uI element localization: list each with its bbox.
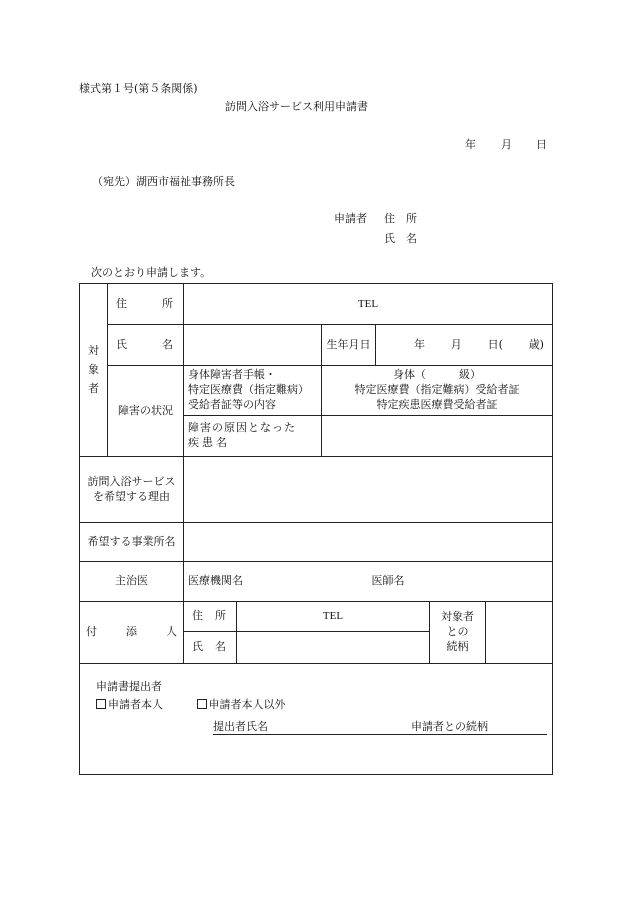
subject-name-label: 氏 名 (108, 325, 184, 366)
attendant-name-field[interactable] (237, 631, 430, 663)
date-year: 年 (465, 138, 476, 151)
birthdate-field[interactable]: 年 月 日( 歳) (376, 325, 553, 366)
attendant-address-label: 住 所 (184, 601, 237, 631)
subject-address-field[interactable] (184, 284, 553, 325)
certificate-grade-field[interactable]: 身体（ 級） 特定医療費（指定難病）受給者証 特定疾患医療費受給者証 (322, 366, 553, 416)
attendant-name-label: 氏 名 (184, 631, 237, 663)
checkbox-icon (96, 699, 106, 709)
subject-group-label: 対 象 者 (80, 284, 108, 457)
reason-label: 訪問入浴サービス を希望する理由 (80, 457, 184, 523)
option-self[interactable]: 申請者本人 (96, 698, 163, 711)
office-field[interactable] (184, 523, 553, 561)
doctor-label: 主治医 (80, 561, 184, 601)
date-day: 日 (536, 138, 547, 151)
cause-disease-label: 障害の原因となった 疾患名 (184, 416, 322, 457)
doctor-field[interactable] (184, 561, 553, 601)
application-table (79, 283, 553, 775)
date-month: 月 (501, 138, 512, 151)
certificate-label: 身体障害者手帳・ 特定医療費（指定難病） 受給者証等の内容 (184, 366, 322, 416)
submitter-name-line[interactable] (213, 720, 547, 735)
subject-name-field[interactable] (184, 325, 322, 366)
submitter-section (80, 663, 553, 774)
intro-text: 次のとおり申請します。 (91, 266, 212, 279)
page-title: 訪問入浴サービス利用申請書 (225, 100, 368, 113)
cause-disease-field[interactable] (322, 416, 553, 457)
option-other[interactable]: 申請者本人以外 (197, 698, 286, 711)
attendant-tel-label: TEL (322, 609, 344, 622)
attendant-address-field[interactable] (237, 601, 430, 631)
submitter-title: 申請書提出者 (96, 679, 162, 693)
relation-field[interactable] (486, 601, 553, 663)
form-number: 様式第１号(第５条関係) (79, 82, 198, 95)
applicant-address-label: 住 所 (384, 212, 417, 225)
checkbox-icon (197, 699, 207, 709)
addressee: （宛先）湖西市福祉事務所長 (92, 175, 235, 188)
subject-tel-label: TEL (357, 297, 379, 310)
attendant-label: 付 添 人 (80, 601, 184, 663)
physician-label: 医師名 (371, 573, 405, 587)
institution-label: 医療機関名 (188, 573, 243, 587)
subject-address-label: 住 所 (108, 284, 184, 325)
office-label: 希望する事業所名 (80, 523, 184, 561)
disability-label: 障害の状況 (108, 366, 184, 457)
applicant-label: 申請者 (334, 212, 367, 225)
birthdate-label: 生年月日 (322, 325, 376, 366)
applicant-name-label: 氏 名 (384, 232, 417, 245)
submitter-name-label: 提出者氏名 (213, 719, 268, 733)
reason-field[interactable] (184, 457, 553, 523)
relation-label: 対象者 との 続柄 (430, 601, 486, 663)
submitter-relation-label: 申請者との続柄 (411, 719, 488, 733)
